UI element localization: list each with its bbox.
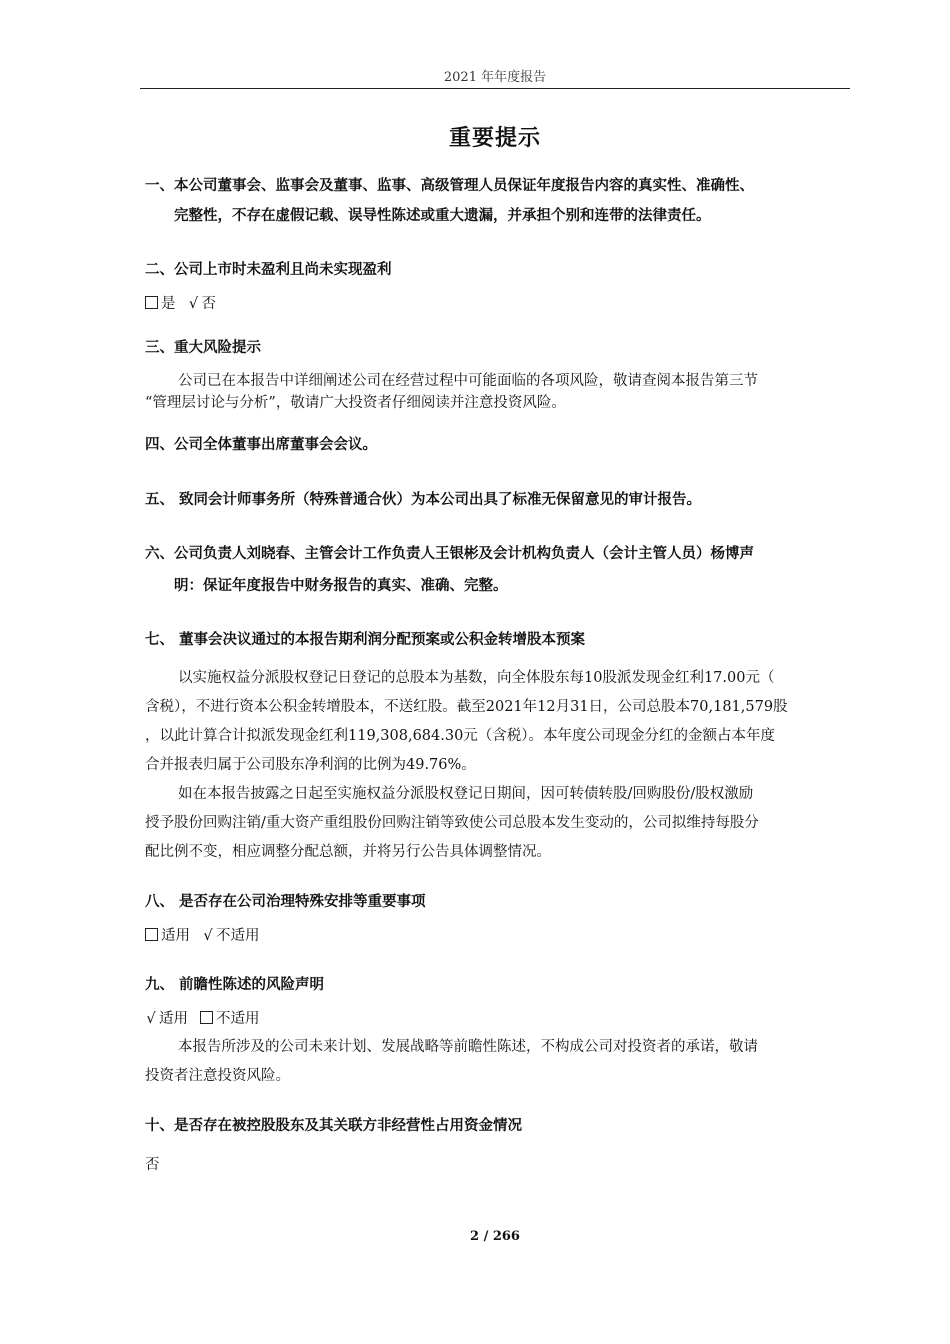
section-7-para-2-line-1: 如在本报告披露之日起至实施权益分派股权登记日期间，因可转债转股/回购股份/股权激励 [178,786,754,802]
check-mark-icon: √ [146,1011,156,1027]
option-yes: 是 [161,296,176,312]
section-6-line-2: 明：保证年度报告中财务报告的真实、准确、完整。 [174,578,508,594]
section-9-options [145,1005,260,1033]
section-9-line-1: 本报告所涉及的公司未来计划、发展战略等前瞻性陈述，不构成公司对投资者的承诺，敬请 [178,1039,758,1055]
section-2-heading: 二、公司上市时未盈利且尚未实现盈利 [145,262,392,278]
section-7-para-1-line-3: ，以此计算合计拟派发现金红利119,308,684.30元（含税）。本年度公司现金分红的金额占本年度 [145,728,776,744]
section-7-heading: 七、 董事会决议通过的本报告期利润分配预案或公积金转增股本预案 [145,632,586,648]
section-7-para-1-line-4: 合并报表归属于公司股东净利润的比例为49.76%。 [145,757,476,773]
checkbox-unchecked-icon [145,296,158,309]
section-6-line-1: 六、公司负责人刘晓春、主管会计工作负责人王银彬及会计机构负责人（会计主管人员）杨博声 [145,546,754,562]
page-title: 重要提示 [448,126,541,151]
section-7-para-2-line-2: 授予股份回购注销/重大资产重组股份回购注销等致使公司总股本发生变动的，公司拟维持每股分 [145,815,759,831]
section-7-para-1-line-2: 含税），不进行资本公积金转增股本，不送红股。截至2021年12月31日，公司总股本70,181,579股 [145,699,788,715]
section-9-line-2: 投资者注意投资风险。 [145,1068,290,1084]
section-10-heading: 十、是否存在被控股股东及其关联方非经营性占用资金情况 [145,1118,522,1134]
section-3-line-1: 公司已在本报告中详细阐述公司在经营过程中可能面临的各项风险，敬请查阅本报告第三节 [178,373,758,389]
section-1-line-1: 一、本公司董事会、监事会及董事、监事、高级管理人员保证年度报告内容的真实性、准确性、 [145,178,754,194]
page-number: 2 / 266 [470,1229,520,1244]
section-8-options [145,922,260,950]
section-2-options [145,290,216,318]
section-3-heading: 三、重大风险提示 [145,340,261,356]
running-header: 2021 年年度报告 [443,70,547,85]
option-no: 否 [201,296,216,312]
section-9-heading: 九、 前瞻性陈述的风险声明 [145,977,325,993]
header-rule [140,88,850,89]
section-3-line-2: “管理层讨论与分析”，敬请广大投资者仔细阅读并注意投资风险。 [145,395,566,411]
section-1-line-2: 完整性，不存在虚假记载、误导性陈述或重大遗漏，并承担个别和连带的法律责任。 [174,208,711,224]
checkbox-unchecked-icon [200,1011,213,1024]
section-7-para-1-line-1: 以实施权益分派股权登记日登记的总股本为基数，向全体股东每10股派发现金红利17.00元（ [178,670,775,686]
option-not-apply: 不适用 [216,1011,260,1027]
option-apply: 适用 [159,1011,188,1027]
section-7-para-2-line-3: 配比例不变，相应调整分配总额，并将另行公告具体调整情况。 [145,844,551,860]
section-10-answer: 否 [145,1157,160,1173]
option-not-apply: 不适用 [216,928,260,944]
check-mark-icon: √ [203,928,213,944]
check-mark-icon: √ [188,296,199,312]
section-4-heading: 四、公司全体董事出席董事会会议。 [145,437,377,453]
section-8-heading: 八、 是否存在公司治理特殊安排等重要事项 [145,894,426,910]
checkbox-unchecked-icon [145,928,158,941]
section-5-heading: 五、 致同会计师事务所（特殊普通合伙）为本公司出具了标准无保留意见的审计报告。 [145,492,702,508]
option-apply: 适用 [161,928,190,944]
